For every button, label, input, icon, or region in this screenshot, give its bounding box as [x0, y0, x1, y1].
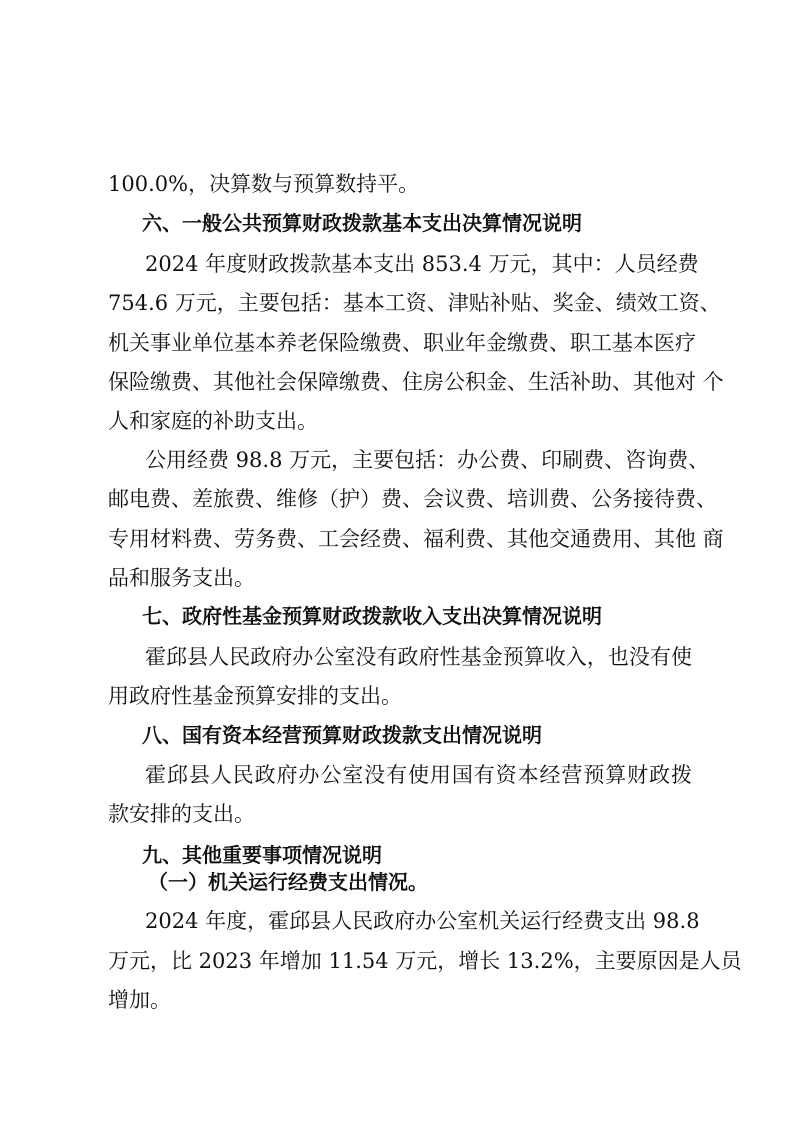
paragraph-line: 霍邱县人民政府办公室没有政府性基金预算收入，也没有使 — [145, 645, 692, 669]
paragraph-line: 万元，比 2023 年增加 11.54 万元，增长 13.2%，主要原因是人员 — [108, 949, 742, 973]
paragraph-line: 邮电费、差旅费、维修（护）费、会议费、培训费、公务接待费、 — [108, 487, 717, 511]
section-heading-6: 六、一般公共预算财政拨款基本支出决算情况说明 — [142, 211, 582, 235]
paragraph-line: 保险缴费、其他社会保障缴费、住房公积金、生活补助、其他对 个 — [108, 370, 724, 394]
section-heading-7: 七、政府性基金预算财政拨款收入支出决算情况说明 — [142, 604, 602, 628]
paragraph-line: 用政府性基金预算安排的支出。 — [108, 684, 402, 708]
section-heading-9: 九、其他重要事项情况说明 — [142, 843, 382, 867]
paragraph-line: 公用经费 98.8 万元，主要包括：办公费、印刷费、咨询费、 — [145, 448, 710, 472]
paragraph-line: 专用材料费、劳务费、工会经费、福利费、其他交通费用、其他 商 — [108, 527, 724, 551]
paragraph-line: 人和家庭的补助支出。 — [108, 409, 318, 433]
paragraph-line: 754.6 万元，主要包括：基本工资、津贴补贴、奖金、绩效工资、 — [108, 291, 721, 315]
section-heading-8: 八、国有资本经营预算财政拨款支出情况说明 — [142, 723, 542, 747]
paragraph-line: 机关事业单位基本养老保险缴费、职业年金缴费、职工基本医疗 — [108, 331, 696, 355]
paragraph-line: 霍邱县人民政府办公室没有使用国有资本经营预算财政拨 — [145, 763, 692, 787]
paragraph-line: 2024 年度，霍邱县人民政府办公室机关运行经费支出 98.8 — [145, 909, 700, 933]
paragraph-line: 增加。 — [108, 988, 171, 1012]
paragraph-line: 品和服务支出。 — [108, 566, 255, 590]
paragraph-line: 100.0%，决算数与预算数持平。 — [108, 172, 420, 196]
paragraph-line: 2024 年度财政拨款基本支出 853.4 万元，其中：人员经费 — [145, 252, 699, 276]
subsection-heading: （一）机关运行经费支出情况。 — [148, 870, 428, 894]
paragraph-line: 款安排的支出。 — [108, 802, 255, 826]
